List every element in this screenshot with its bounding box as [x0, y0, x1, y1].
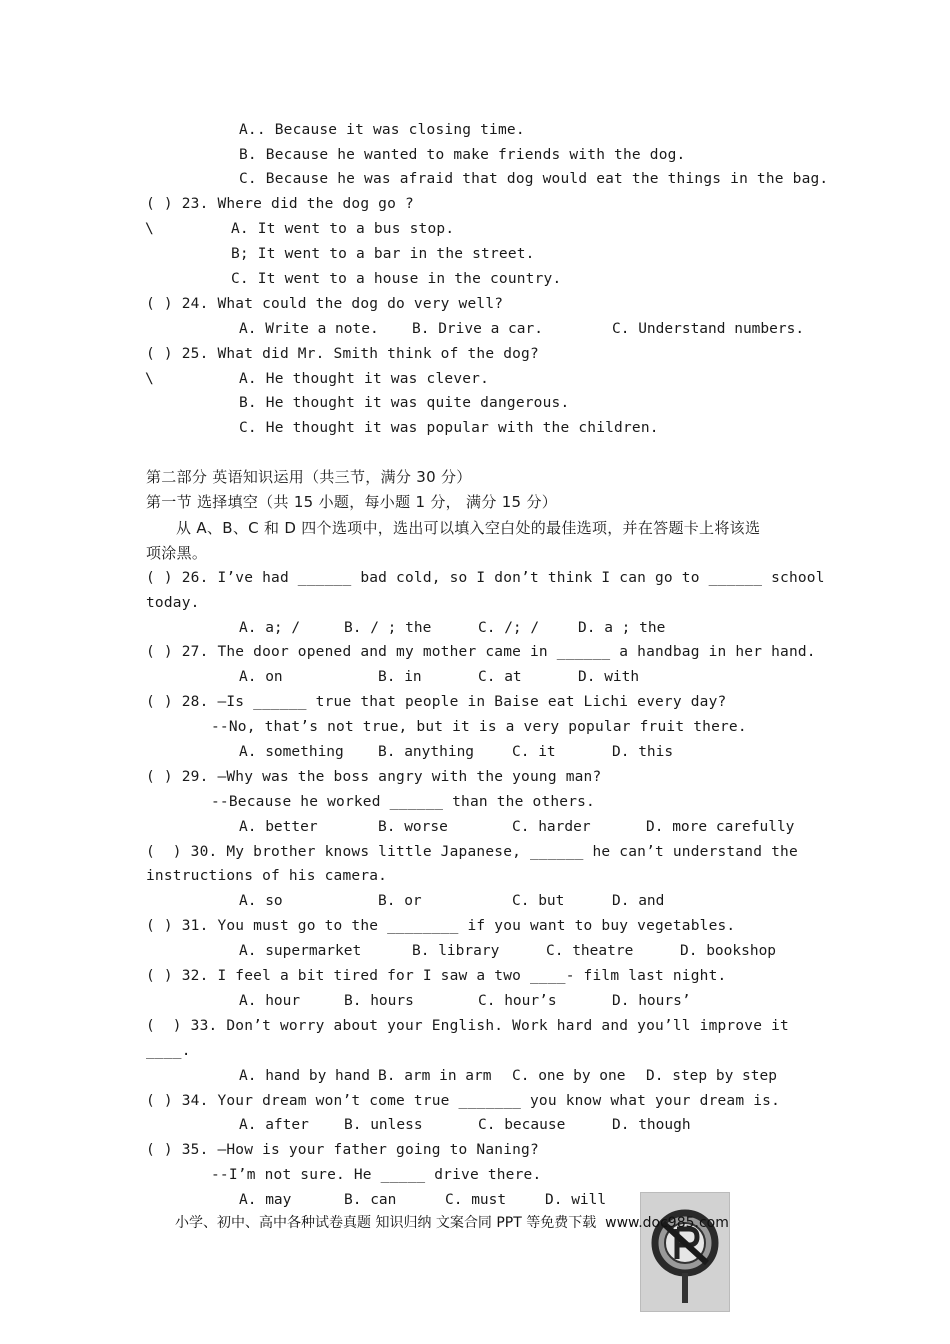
q30-stem: ( ) 30. My brother knows little Japanese, ______ he can’t understand the	[146, 844, 798, 860]
q31-option-b: B. library	[412, 943, 500, 959]
q33-option-b: B. arm in arm	[378, 1068, 492, 1084]
q22-option-c: C. Because he was afraid that dog would eat the things in the bag.	[239, 171, 829, 187]
part2-heading: 第二部分 英语知识运用（共三节，满分 30 分）	[146, 468, 472, 486]
section1-heading: 第一节 选择填空（共 15 小题，每小题 1 分， 满分 15 分）	[146, 493, 558, 511]
q34-option-b: B. unless	[344, 1117, 423, 1133]
q35-stem: ( ) 35. –How is your father going to Naning?	[146, 1142, 539, 1158]
q28-stem: ( ) 28. –Is ______ true that people in Baise eat Lichi every day?	[146, 694, 727, 710]
q33-option-a: A. hand by hand	[239, 1068, 370, 1084]
q27-option-d: D. with	[578, 669, 640, 685]
q32-option-c: C. hour’s	[478, 993, 557, 1009]
q30-option-b: B. or	[378, 893, 422, 909]
q30-option-a: A. so	[239, 893, 283, 909]
q33-stem-cont: ____.	[146, 1043, 191, 1059]
q35-option-c: C. must	[445, 1192, 507, 1208]
q29-option-d: D. more carefully	[646, 819, 795, 835]
q31-option-d: D. bookshop	[680, 943, 777, 959]
q28-option-b: B. anything	[378, 744, 475, 760]
q24-option-a: A. Write a note.	[239, 321, 379, 337]
instruction-line-2: 项涂黑。	[146, 544, 208, 562]
q32-option-b: B. hours	[344, 993, 414, 1009]
q25-option-c: C. He thought it was popular with the children.	[239, 420, 659, 436]
q29-option-a: A. better	[239, 819, 318, 835]
q35-reply: --I’m not sure. He _____ drive there.	[211, 1167, 542, 1183]
footer-promo-text: 小学、初中、高中各种试卷真题 知识归纳 文案合同 PPT 等免费下载 www.doc985.com	[175, 1215, 729, 1231]
q24-option-b: B. Drive a car.	[412, 321, 543, 337]
q26-option-b: B. / ; the	[344, 620, 432, 636]
q25-option-b: B. He thought it was quite dangerous.	[239, 395, 570, 411]
q31-option-a: A. supermarket	[239, 943, 362, 959]
q28-option-a: A. something	[239, 744, 344, 760]
q26-option-a: A. a; /	[239, 620, 301, 636]
q31-option-c: C. theatre	[546, 943, 634, 959]
q26-stem: ( ) 26. I’ve had ______ bad cold, so I don’t think I can go to ______ school	[146, 570, 825, 586]
q35-option-b: B. can	[344, 1192, 397, 1208]
q23-option-b: B; It went to a bar in the street.	[231, 246, 535, 262]
q29-reply: --Because he worked ______ than the others.	[211, 794, 595, 810]
q23-stray-mark: \	[145, 221, 154, 237]
q34-option-d: D. though	[612, 1117, 691, 1133]
q34-option-a: A. after	[239, 1117, 309, 1133]
q26-option-d: D. a ; the	[578, 620, 666, 636]
q28-reply: --No, that’s not true, but it is a very popular fruit there.	[211, 719, 747, 735]
q23-option-a: A. It went to a bus stop.	[231, 221, 455, 237]
q29-option-b: B. worse	[378, 819, 448, 835]
q29-stem: ( ) 29. –Why was the boss angry with the young man?	[146, 769, 602, 785]
q25-stray-mark: \	[145, 371, 154, 387]
q29-option-c: C. harder	[512, 819, 591, 835]
q35-option-a: A. may	[239, 1192, 292, 1208]
q28-option-c: C. it	[512, 744, 556, 760]
q30-stem-cont: instructions of his camera.	[146, 868, 388, 884]
stamp-emblem-icon	[641, 1193, 729, 1311]
watermark-stamp-image	[640, 1192, 730, 1312]
q23-stem: ( ) 23. Where did the dog go ?	[146, 196, 414, 212]
q26-stem-cont: today.	[146, 595, 200, 611]
q27-option-c: C. at	[478, 669, 522, 685]
q26-option-c: C. /; /	[478, 620, 540, 636]
q33-stem: ( ) 33. Don’t worry about your English. Work hard and you’ll improve it	[146, 1018, 789, 1034]
q27-stem: ( ) 27. The door opened and my mother came in ______ a handbag in her hand.	[146, 644, 816, 660]
q35-option-d: D. will	[545, 1192, 607, 1208]
q22-option-a: A.. Because it was closing time.	[239, 122, 525, 138]
q32-option-d: D. hours’	[612, 993, 691, 1009]
q30-option-c: C. but	[512, 893, 565, 909]
q34-stem: ( ) 34. Your dream won’t come true _______ you know what your dream is.	[146, 1093, 781, 1109]
q27-option-b: B. in	[378, 669, 422, 685]
q24-option-c: C. Understand numbers.	[612, 321, 805, 337]
q22-option-b: B. Because he wanted to make friends with the dog.	[239, 147, 686, 163]
q25-stem: ( ) 25. What did Mr. Smith think of the dog?	[146, 346, 539, 362]
q32-stem: ( ) 32. I feel a bit tired for I saw a two ____- film last night.	[146, 968, 727, 984]
q25-option-a: A. He thought it was clever.	[239, 371, 490, 387]
q33-option-c: C. one by one	[512, 1068, 626, 1084]
q30-option-d: D. and	[612, 893, 665, 909]
q24-stem: ( ) 24. What could the dog do very well?	[146, 296, 504, 312]
q23-option-c: C. It went to a house in the country.	[231, 271, 562, 287]
q31-stem: ( ) 31. You must go to the ________ if you want to buy vegetables.	[146, 918, 736, 934]
q32-option-a: A. hour	[239, 993, 301, 1009]
q33-option-d: D. step by step	[646, 1068, 777, 1084]
q34-option-c: C. because	[478, 1117, 566, 1133]
q28-option-d: D. this	[612, 744, 674, 760]
instruction-line-1: 从 A、B、C 和 D 四个选项中，选出可以填入空白处的最佳选项，并在答题卡上将该选	[176, 519, 761, 537]
q27-option-a: A. on	[239, 669, 283, 685]
